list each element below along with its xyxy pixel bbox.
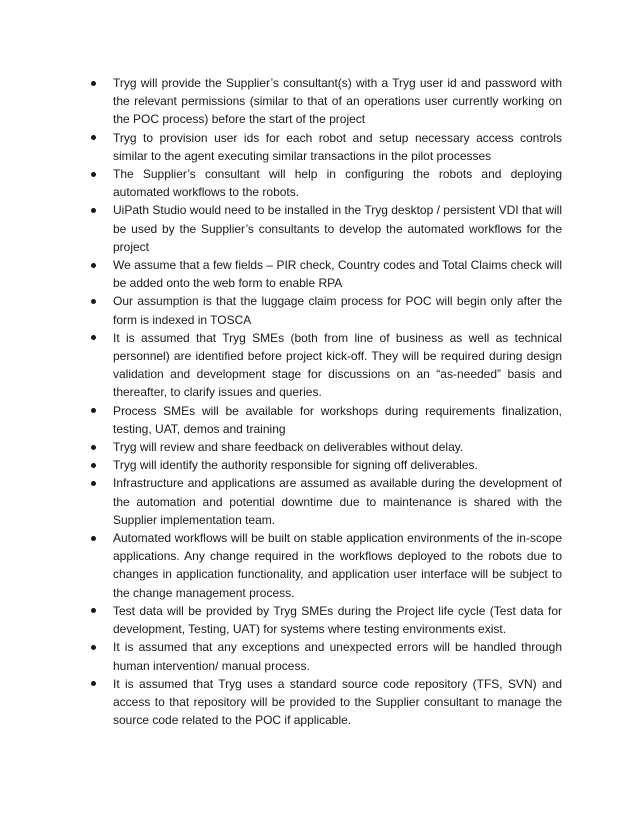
- bullet-text: Tryg to provision user ids for each robot and setup necessary access controls similar to the agent executing similar transactions in the pilot processes: [113, 130, 562, 163]
- bullet-icon: [91, 81, 96, 86]
- bullet-text: Automated workflows will be built on stable application environments of the in-scope applications. Any change required in the workflows deployed to the robots due to changes in application functionality, and application user interface will be subject to the change management process.: [113, 531, 562, 600]
- bullet-icon: [91, 408, 96, 413]
- list-item: [90, 638, 562, 674]
- list-item: [90, 329, 562, 402]
- bullet-icon: [91, 172, 96, 177]
- bullet-text: Test data will be provided by Tryg SMEs during the Project life cycle (Test data for development, Testing, UAT) for systems where testing environments exist.: [113, 603, 562, 637]
- list-item: [90, 675, 562, 730]
- list-item: [90, 474, 562, 529]
- list-item: [90, 529, 562, 602]
- bullet-icon: [91, 335, 96, 340]
- list-item: [90, 292, 562, 328]
- bullet-text: It is assumed that any exceptions and unexpected errors will be handled through human intervention/ manual process.: [113, 640, 562, 673]
- bullet-text: Process SMEs will be available for workshops during requirements finalization, testing, UAT, demos and training: [113, 403, 562, 436]
- list-item: [90, 456, 562, 474]
- list-item: [90, 402, 562, 438]
- bullet-text: It is assumed that Tryg uses a standard source code repository (TFS, SVN) and access to that repository will be provided to the Supplier consultant to manage the source code related to the POC if applicable.: [113, 676, 562, 728]
- bullet-text: We assume that a few fields – PIR check, Country codes and Total Claims check will be added onto the web form to enable RPA: [113, 258, 562, 291]
- bullet-icon: [91, 208, 96, 213]
- bullet-icon: [91, 645, 96, 650]
- assumptions-bullet-list: [90, 74, 562, 729]
- list-item: [90, 129, 562, 165]
- bullet-icon: [91, 681, 96, 686]
- list-item: [90, 201, 562, 256]
- list-item: [90, 438, 562, 456]
- bullet-text: Tryg will provide the Supplier’s consultant(s) with a Tryg user id and password with the relevant permissions (similar to that of an operations user currently working on the POC process) before the start of the project: [113, 76, 562, 127]
- bullet-icon: [91, 299, 96, 304]
- list-item: [90, 602, 562, 638]
- bullet-text: Infrastructure and applications are assumed as available during the development of the automation and potential downtime due to maintenance is shared with the Supplier implementation team.: [113, 476, 562, 527]
- list-item: [90, 74, 562, 129]
- bullet-icon: [91, 536, 96, 541]
- list-item: [90, 256, 562, 292]
- list-item: [90, 165, 562, 201]
- bullet-icon: [91, 263, 96, 268]
- bullet-icon: [91, 135, 96, 140]
- bullet-icon: [91, 608, 96, 613]
- bullet-text: Our assumption is that the luggage claim process for POC will begin only after the form is indexed in TOSCA: [113, 294, 562, 327]
- bullet-text: It is assumed that Tryg SMEs (both from line of business as well as technical personnel) are identified before project kick-off. They will be required during design validation and development stage for discussions on an “as-needed” basis and thereafter, to clarify issues and queries.: [113, 330, 562, 400]
- bullet-icon: [91, 445, 96, 450]
- bullet-icon: [91, 463, 96, 468]
- bullet-text: The Supplier’s consultant will help in configuring the robots and deploying automated workflows to the robots.: [113, 167, 562, 200]
- bullet-icon: [91, 481, 96, 486]
- bullet-text: UiPath Studio would need to be installed in the Tryg desktop / persistent VDI that will be used by the Supplier’s consultants to develop the automated workflows for the project: [113, 203, 562, 254]
- bullet-text: Tryg will identify the authority responsible for signing off deliverables.: [113, 458, 478, 473]
- bullet-text: Tryg will review and share feedback on deliverables without delay.: [113, 440, 464, 455]
